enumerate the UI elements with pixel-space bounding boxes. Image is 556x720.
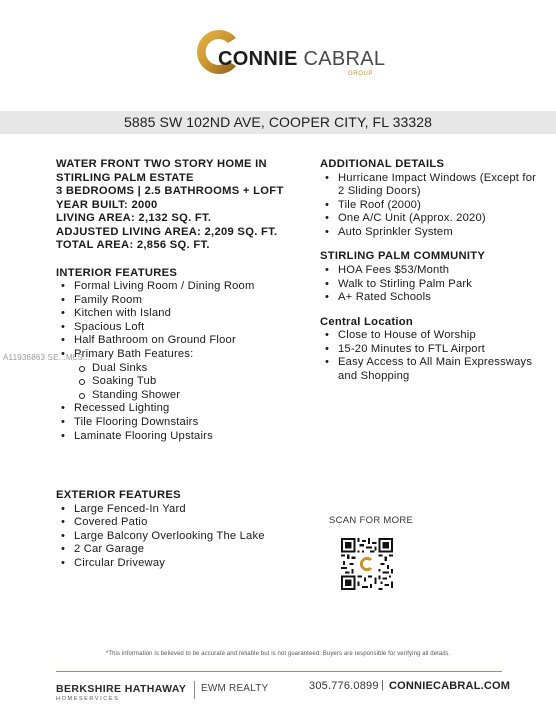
brand-name [218,48,385,71]
disclaimer: *This information is believed to be accurate and reliable but is not guaranteed. Buyers are responsible for verifying all details. [105,651,451,657]
list-item: • A+ Rated Schools [320,291,540,305]
website-link[interactable]: CONNIECABRAL.COM [389,680,511,692]
living-area: LIVING AREA: 2,132 SQ. FT. [56,212,212,224]
list-item: • Kitchen with Island [56,307,306,321]
list-item: • Hurricane Impact Windows (Except for 2 Sliding Doors) [320,172,540,199]
list-item: • One A/C Unit (Approx. 2020) [320,212,540,226]
footer-separator: | [381,679,384,691]
footer-divider [56,671,502,672]
central-location-title: Central Location [320,315,414,328]
sub-list-item: Soaking Tub [74,375,306,389]
list-item: • Large Balcony Overlooking The Lake [56,530,306,544]
list-item: • 15-20 Minutes to FTL Airport [320,343,540,357]
headline-line-2: STIRLING PALM ESTATE [56,171,194,184]
spacer [56,253,306,267]
brand-group-label: GROUP [348,71,374,77]
community-title: STIRLING PALM COMMUNITY [320,250,486,263]
list-item: • Easy Access to All Main Expressways and Shopping [320,356,540,383]
list-item: • Large Fenced-In Yard [56,503,306,517]
office-name: EWM REALTY [201,683,269,694]
brokerage-logo [56,683,186,702]
list-item: • Half Bathroom on Ground Floor [56,334,306,348]
interior-features-title: INTERIOR FEATURES [56,266,178,279]
year-built: YEAR BUILT: 2000 [56,198,158,211]
brokerage-subtitle: HOMESERVICES [56,696,120,702]
community-list [320,264,540,305]
sub-list-item: Standing Shower [74,389,306,403]
list-item: • Spacious Loft [56,321,306,335]
right-column [320,158,540,384]
scan-for-more-label: SCAN FOR MORE [329,515,414,526]
brand-first-name: CONNIE [218,48,298,70]
list-item: • Circular Driveway [56,557,306,571]
list-item: • Tile Flooring Downstairs [56,416,306,430]
headline-line-1: WATER FRONT TWO STORY HOME IN [56,158,267,170]
central-location-list [320,329,540,383]
list-item: • Auto Sprinkler System [320,226,540,240]
qr-code-icon[interactable] [341,538,393,590]
spacer [320,239,540,250]
list-item: • Tile Roof (2000) [320,199,540,213]
list-item: • Walk to Stirling Palm Park [320,278,540,292]
additional-details-title: ADDITIONAL DETAILS [320,158,445,170]
exterior-features [56,489,306,570]
mls-watermark: A11936863 SE...MLS... [3,353,91,362]
footer-vertical-divider [194,681,195,699]
exterior-features-list [56,503,306,571]
sub-list-item: Dual Sinks [74,362,306,376]
brand-last-name: CABRAL [303,48,386,70]
list-item: • Family Room [56,294,306,308]
bath-features-sublist [74,362,306,403]
interior-features-list [56,280,306,443]
adjusted-living-area: ADJUSTED LIVING AREA: 2,209 SQ. FT. [56,225,278,238]
property-address: 5885 SW 102ND AVE, COOPER CITY, FL 33328 [0,111,556,134]
list-item [56,348,306,402]
list-item: • Laminate Flooring Upstairs [56,430,306,444]
list-item: • Covered Patio [56,516,306,530]
left-column [56,158,306,443]
additional-details-list [320,172,540,240]
beds-baths: 3 BEDROOMS | 2.5 BATHROOMS + LOFT [56,185,284,197]
list-item-label: Primary Bath Features: [74,347,194,360]
phone-number[interactable]: 305.776.0899 [309,680,379,692]
list-item: • Formal Living Room / Dining Room [56,280,306,294]
list-item: • 2 Car Garage [56,543,306,557]
list-item: • Close to House of Worship [320,329,540,343]
spacer [320,305,540,316]
list-item: • Recessed Lighting [56,402,306,416]
exterior-features-title: EXTERIOR FEATURES [56,489,181,501]
brand-logo [192,26,386,82]
list-item: • HOA Fees $53/Month [320,264,540,278]
total-area: TOTAL AREA: 2,856 SQ. FT. [56,239,210,251]
brokerage-name: BERKSHIRE HATHAWAY [56,683,187,695]
